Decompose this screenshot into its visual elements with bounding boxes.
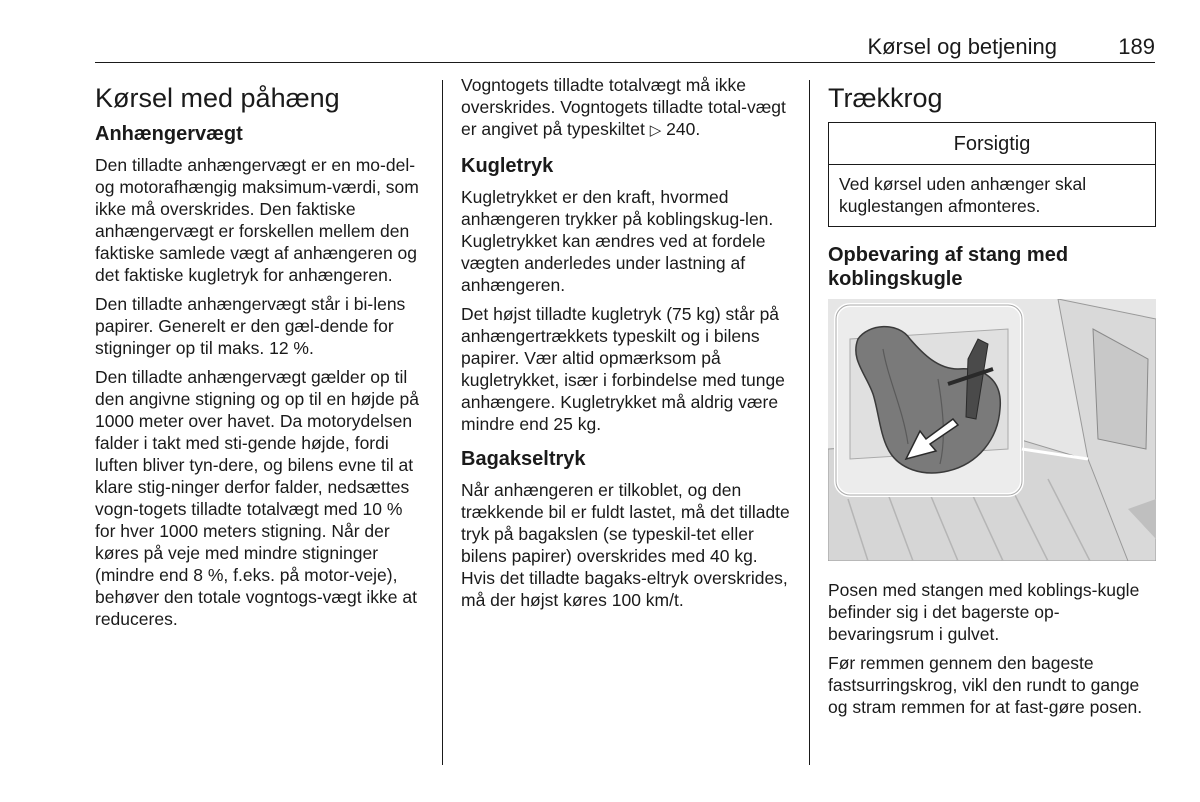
warning-text: Ved kørsel uden anhænger skal kuglestangen afmonteres.	[839, 174, 1087, 216]
paragraph: Den tilladte anhængervægt gælder op til den angivne stigning og op til en højde på 1000 meter over havet. Da motorydelsen falder i takt med sti-gende højde, fordi luften bliver tyn-dere, og bilens evne til at klare stig-ninger derfor falder, nedsættes vogn-togets tilladte totalvægt med 10 % for hver 1000 meters stigning. Når der køres på veje med mindre stigninger (mindre end 8 %, f.eks. på motor-veje), behøver den totale vogntogs-vægt ikke at reduceres.	[95, 367, 419, 629]
column-right	[828, 80, 1156, 725]
paragraph: Når anhængeren er tilkoblet, og den trækkende bil er fuldt lastet, må det tilladte tryk på bagakslen (se typeskil-tet eller bilens papirer) overskrides med 40 kg. Hvis det tilladte bagaks-eltryk overskrides, må der højst køres 100 km/t.	[461, 480, 790, 610]
paragraph: Den tilladte anhængervægt er en mo-del- og motorafhængig maksimum-værdi, som ikke må overskrides. Den faktiske anhængervægt er forskellen mellem den faktiske samlede vægt af anhængeren og det faktiske kugletryk for anhængeren.	[95, 155, 419, 285]
page-number: 189	[1118, 34, 1155, 59]
page-reference-link[interactable]: 240.	[666, 119, 701, 139]
subheading-anhaengervaegt: Anhængervægt	[95, 123, 243, 145]
paragraph	[461, 74, 791, 142]
trunk-storage-illustration	[828, 299, 1156, 561]
column-divider	[442, 80, 443, 765]
page-reference-icon: ▷	[649, 122, 662, 139]
paragraph: Det højst tilladte kugletryk (75 kg) står på anhængertrækkets typeskilt og i bilens papirer. Vær altid opmærksom på kugletrykket, især i forbindelse med tunge anhængere. Kugletrykket må aldrig være mindre end 25 kg.	[461, 304, 785, 434]
section-heading: Trækkrog	[828, 83, 943, 113]
paragraph: Posen med stangen med koblings-kugle befinder sig i det bagerste op-bevaringsrum i gulvet.	[828, 580, 1140, 644]
intro-text: Vogntogets tilladte totalvægt må ikke overskrides. Vogntogets tilladte total-vægt er angivet på typeskiltet	[461, 75, 786, 139]
subheading-bagakseltryk: Bagakseltryk	[461, 448, 586, 470]
page-header	[95, 30, 1155, 63]
subheading-opbevaring: Opbevaring af stang med koblingskugle	[828, 244, 1069, 290]
warning-box	[828, 122, 1156, 227]
paragraph: Den tilladte anhængervægt står i bi-lens papirer. Generelt er den gæl-dende for stigninger op til maks. 12 %.	[95, 294, 406, 358]
paragraph: Før remmen gennem den bageste fastsurringskrog, vikl den rundt to gange og stram remmen for at fast-gøre posen.	[828, 653, 1143, 717]
subheading-kugletryk: Kugletryk	[461, 155, 554, 177]
column-left	[95, 80, 425, 637]
warning-title: Forsigtig	[829, 123, 1155, 165]
section-heading: Kørsel med påhæng	[95, 83, 340, 113]
section-title: Kørsel og betjening	[867, 34, 1057, 59]
column-middle	[461, 75, 791, 618]
column-divider	[809, 80, 810, 765]
paragraph: Kugletrykket er den kraft, hvormed anhængeren trykker på koblingskug-len. Kugletrykket kan ændres ved at fordele vægten anderledes under lastning af anhængeren.	[461, 187, 774, 295]
trunk-illustration-svg	[828, 299, 1156, 561]
